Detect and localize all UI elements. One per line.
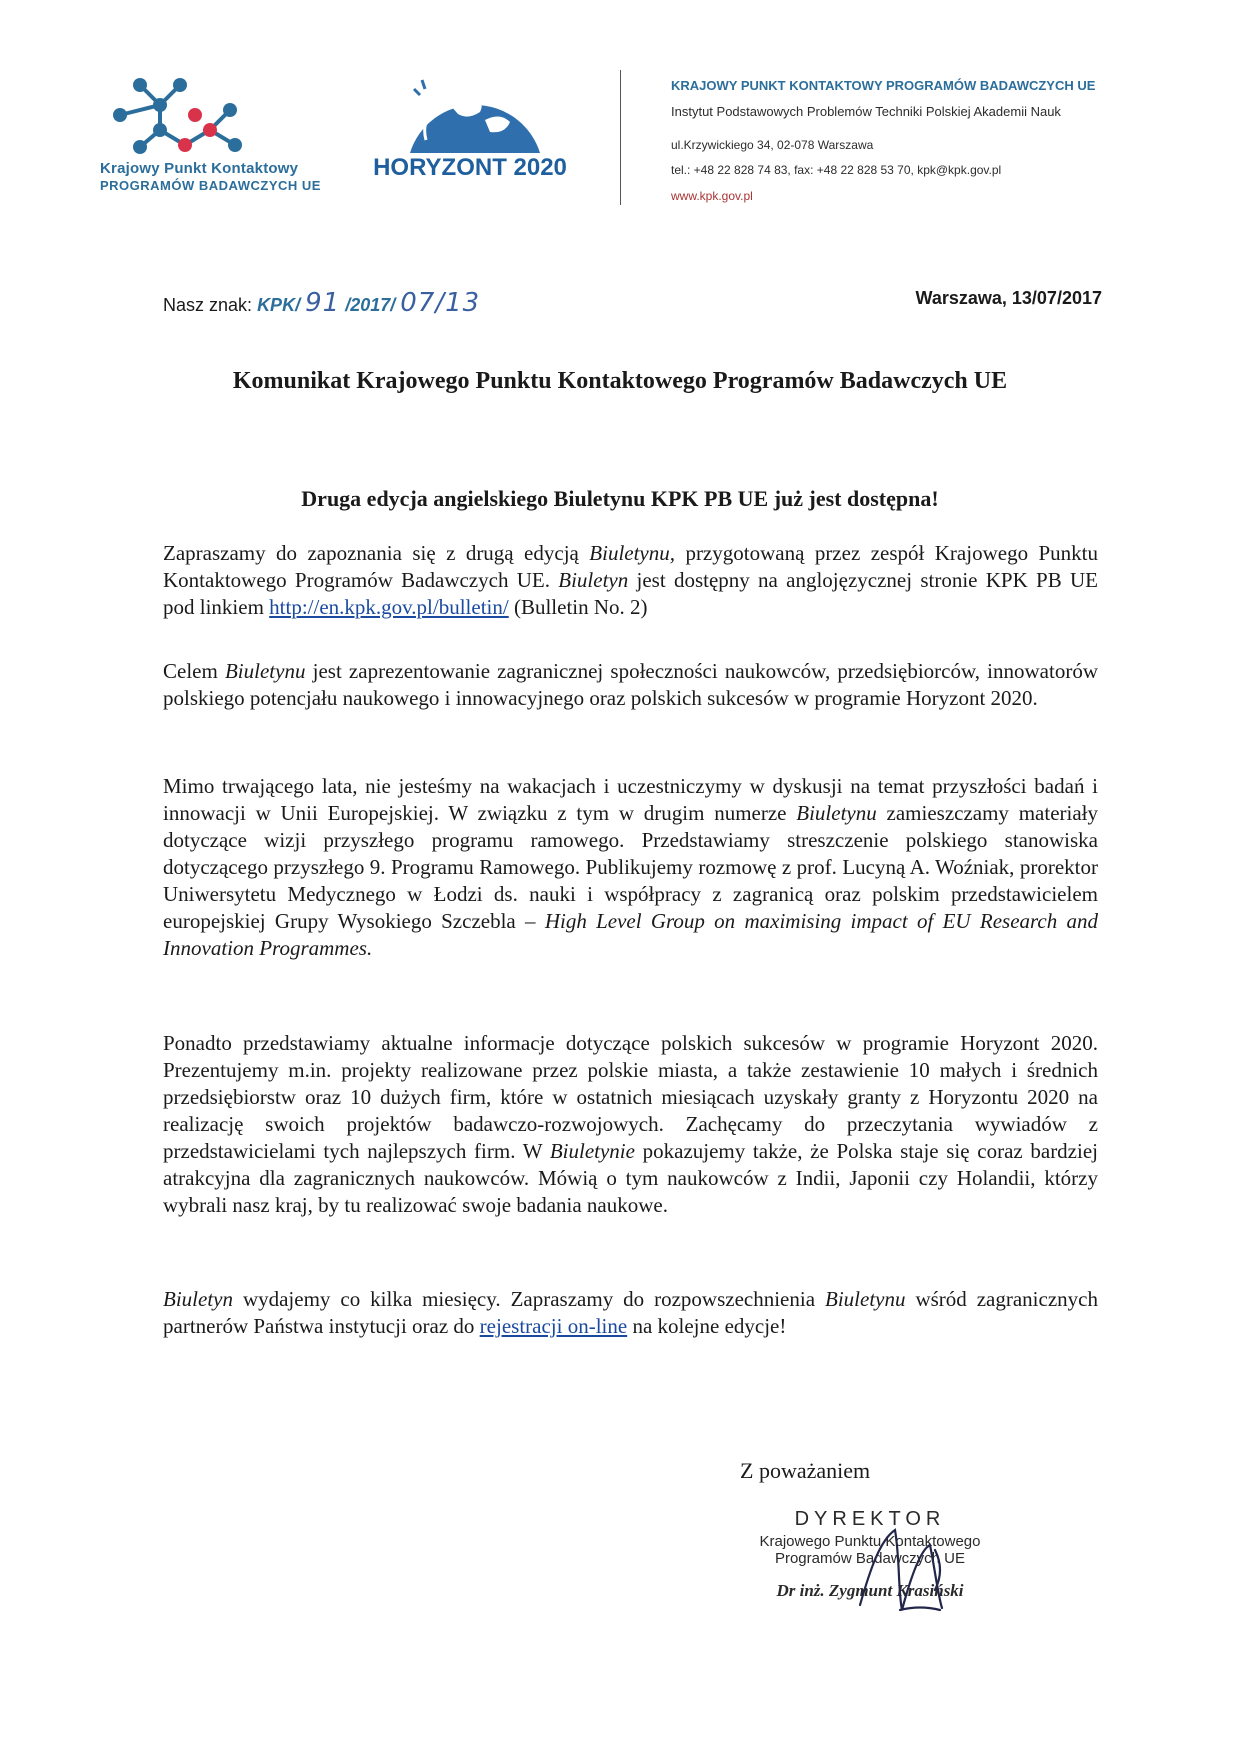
header-contact: tel.: +48 22 828 74 83, fax: +48 22 828 53 70, kpk@kpk.gov.pl [671, 163, 1002, 177]
stamp-title: DYREKTOR [794, 1508, 946, 1530]
registration-link[interactable]: rejestracji on-line [479, 1314, 628, 1338]
paragraph-5 [163, 1286, 1098, 1340]
header-institute: Instytut Podstawowych Problemów Techniki Polskiej Akademii Nauk [671, 104, 1061, 119]
paragraph-2 [163, 658, 1098, 712]
reference-number: 91 [305, 288, 341, 318]
signature-icon [840, 1510, 990, 1620]
reference-line [163, 288, 480, 318]
closing-salutation: Z poważaniem [740, 1458, 871, 1483]
reference-label: Nasz znak: [163, 295, 253, 315]
header-org: KRAJOWY PUNKT KONTAKTOWY PROGRAMÓW BADAWCZYCH UE [671, 78, 1096, 93]
paragraph-3 [163, 773, 1098, 962]
paragraph-4 [163, 1030, 1098, 1219]
p3-text-a: Mimo trwającego lata, nie jesteśmy na wakacjach i uczestniczymy w dyskusji na temat przyszłości badań i innowacji w Unii Europejskiej. W związku z tym w drugim numerze [163, 774, 1098, 825]
main-title: Komunikat Krajowego Punktu Kontaktowego Programów Badawczych UE [232, 368, 1008, 394]
p1-text-e: jest dostępny na anglojęzycznej stronie KPK PB UE pod linkiem [163, 568, 1098, 619]
bulletin-link[interactable]: http://en.kpk.gov.pl/bulletin/ [269, 595, 509, 619]
p4-italic-b: Biuletynie [549, 1139, 635, 1163]
globe-icon [370, 75, 580, 155]
stamp-line2: Programów Badawczych UE [774, 1550, 966, 1567]
molecule-logo-icon [100, 75, 260, 160]
p2-text-a: Celem [163, 659, 225, 683]
p4-text-a: Ponadto przedstawiamy aktualne informacje dotyczące polskich sukcesów w programie Horyzont 2020. Prezentujemy m.in. projekty realizowane przez polskie miasta, a także zestawienie 10 małych i średnich przedsiębiorstw oraz 10 dużych firm, które w ostatnich miesiącach uzyskały granty z Horyzontu 2020 na realizację swoich projektów badawczo-rozwojowych. Zachęcamy do przeczytania wywiadów z przedstawicielami tych najlepszych firm. W [163, 1031, 1098, 1163]
header-divider [620, 70, 621, 205]
header-street: ul.Krzywickiego 34, 02-078 Warszawa [671, 138, 874, 152]
p5-text-d: wśród zagranicznych partnerów Państwa instytucji oraz do [163, 1287, 1098, 1338]
kpk-logo-line2: PROGRAMÓW BADAWCZYCH UE [100, 178, 321, 193]
letter-date: Warszawa, 13/07/2017 [915, 288, 1102, 308]
p2-italic-b: Biuletynu [224, 659, 306, 683]
sub-title: Druga edycja angielskiego Biuletynu KPK PB UE już jest dostępna! [301, 486, 939, 511]
p5-text-e: na kolejne edycje! [627, 1314, 787, 1338]
p3-text-c: zamieszczamy materiały dotyczące wizji przyszłego programu ramowego. Przedstawiamy streszczenie polskiego stanowiska dotyczącego przyszłego 9. Programu Ramowego. Publikujemy rozmowę z prof. Lucyną A. Woźniak, prorektor Uniwersytetu Medycznego w Łodzi ds. nauki i współpracy z zagranicą oraz polskim przedstawicielem europejskiej Grupy Wysokiego Szczebla – [163, 801, 1098, 933]
reference-handwritten-tail: 07/13 [400, 288, 481, 318]
paragraph-1 [163, 540, 1098, 621]
kpk-logo-line1: Krajowy Punkt Kontaktowy [100, 160, 299, 177]
p3-italic-b: Biuletynu [796, 801, 877, 825]
p5-italic-c: Biuletynu [825, 1287, 906, 1311]
p1-text-f: (Bulletin No. 2) [508, 595, 648, 619]
stamp-name: Dr inż. Zygmunt Krasiński [776, 1581, 964, 1600]
stamp-line1: Krajowego Punktu Kontaktowego [759, 1533, 981, 1550]
reference-kpk: KPK/ [257, 295, 301, 315]
p1-text-a: Zapraszamy do zapoznania się z drugą edycją [163, 541, 590, 565]
p3-italic-d: High Level Group on maximising impact of EU Research and Innovation Programmes. [163, 909, 1099, 960]
p2-text-c: jest zaprezentowanie zagranicznej społeczności naukowców, przedsiębiorców, innowatorów polskiego potencjału naukowego i innowacyjnego oraz polskich sukcesów w programie Horyzont 2020. [163, 659, 1098, 710]
p5-italic-a: Biuletyn [163, 1287, 233, 1311]
header-www[interactable]: www.kpk.gov.pl [671, 189, 753, 203]
horizon-logo-text: HORYZONT 2020 [373, 154, 567, 181]
p1-italic-d: Biuletyn [558, 568, 629, 592]
p4-text-c: pokazujemy także, że Polska staje się coraz bardziej atrakcyjna dla zagranicznych naukowców. Mówią o tym naukowców z Indii, Japonii czy Holandii, którzy wybrali nasz kraj, by tu realizować swoje badania naukowe. [163, 1139, 1098, 1217]
p1-text-c: przygotowaną przez zespół Krajowego Punktu Kontaktowego Programów Badawczych UE. [163, 541, 1099, 592]
p5-text-b: wydajemy co kilka miesięcy. Zapraszamy do rozpowszechnienia [232, 1287, 825, 1311]
reference-year: /2017/ [345, 295, 396, 315]
p1-italic-b: Biuletynu, [589, 541, 676, 565]
